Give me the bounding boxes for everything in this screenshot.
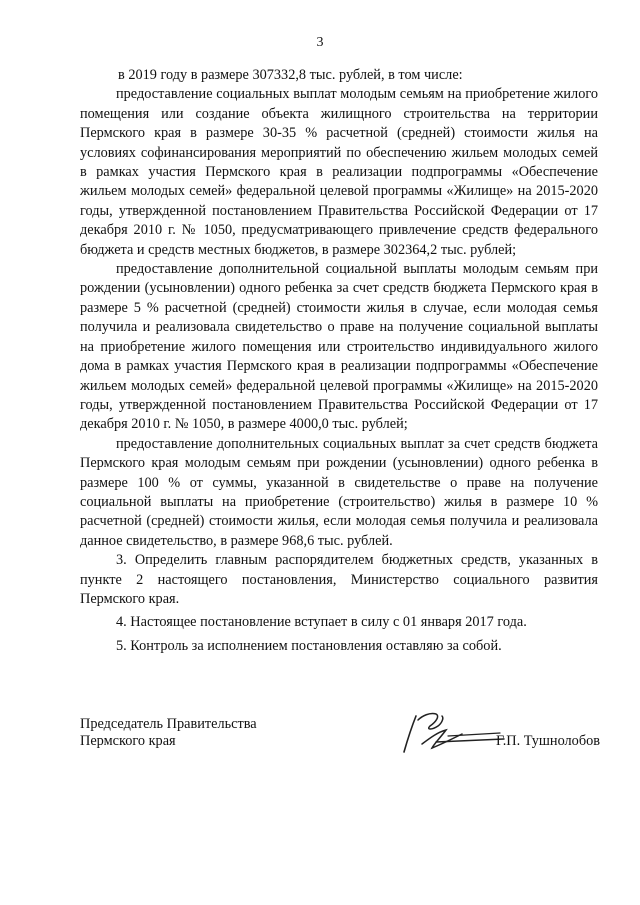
paragraph-social-payments: предоставление социальных выплат молодым семьям на приобретение жилого помещения или создание объекта жилищного строительства на территории Пермского края в размере 30-35 % расчетной (средней) стоимости жилья на условиях софинансирования мероприятий по обеспечению жильем молодых семей в рамках участия Пермского края в реализации подпрограммы «Обеспечение жильем молодых семей» федеральной целевой программы «Жилище» на 2015-2020 годы, утвержденной постановлением Правительства Российской Федерации от 17 декабря 2010 г. № 1050, предусматривающего привлечение средств федерального бюджета и средств местных бюджетов, в размере 302364,2 тыс. рублей; bbox=[80, 86, 598, 258]
signatory-title-line-2: Пермского края bbox=[80, 733, 176, 749]
signature-block bbox=[80, 716, 600, 776]
paragraph-additional-payments-100-percent: предоставление дополнительных социальных выплат за счет средств бюджета Пермского края молодым семьям при рождении (усыновлении) одного ребенка в размере 100 % от суммы, указанной в свидетельстве о праве на получение социальной выплаты на приобретение (строительство) жилья в размере 10 % расчетной (средней) стоимости жилья, если молодая семья получила и реализовала данное свидетельство, в размере 968,6 тыс. рублей. bbox=[80, 435, 598, 549]
handwritten-signature-icon bbox=[396, 708, 508, 758]
signatory-title-line-1: Председатель Правительства bbox=[80, 716, 257, 732]
paragraph-item-4: 4. Настоящее постановление вступает в силу с 01 января 2017 года. bbox=[116, 614, 527, 631]
paragraph-item-3: 3. Определить главным распорядителем бюджетных средств, указанных в пункте 2 настоящего постановления, Министерство социального развития Пермского края. bbox=[80, 552, 598, 607]
paragraph-additional-payment-5-percent: предоставление дополнительной социальной выплаты молодым семьям при рождении (усыновлении) одного ребенка за счет средств бюджета Пермского края в размере 5 % расчетной (средней) стоимости жилья в случае, если молодая семья получила и реализовала свидетельство о праве на получение социальной выплаты на приобретение жилого помещения или строительство индивидуального жилого дома в рамках участия Пермского края в реализации подпрограммы «Обеспечение жильем молодых семей» федеральной целевой программы «Жилище» на 2015-2020 годы, утвержденной постановлением Правительства Российской Федерации от 17 декабря 2010 г. № 1050, в размере 4000,0 тыс. рублей; bbox=[80, 261, 598, 433]
paragraph-intro: в 2019 году в размере 307332,8 тыс. рублей, в том числе: bbox=[118, 67, 463, 83]
signatory-name: Г.П. Тушнолобов bbox=[496, 733, 600, 749]
page-number: 3 bbox=[316, 35, 324, 50]
paragraph-item-5: 5. Контроль за исполнением постановления оставляю за собой. bbox=[116, 637, 502, 654]
signatory-title bbox=[80, 716, 257, 750]
document-body bbox=[80, 66, 598, 656]
